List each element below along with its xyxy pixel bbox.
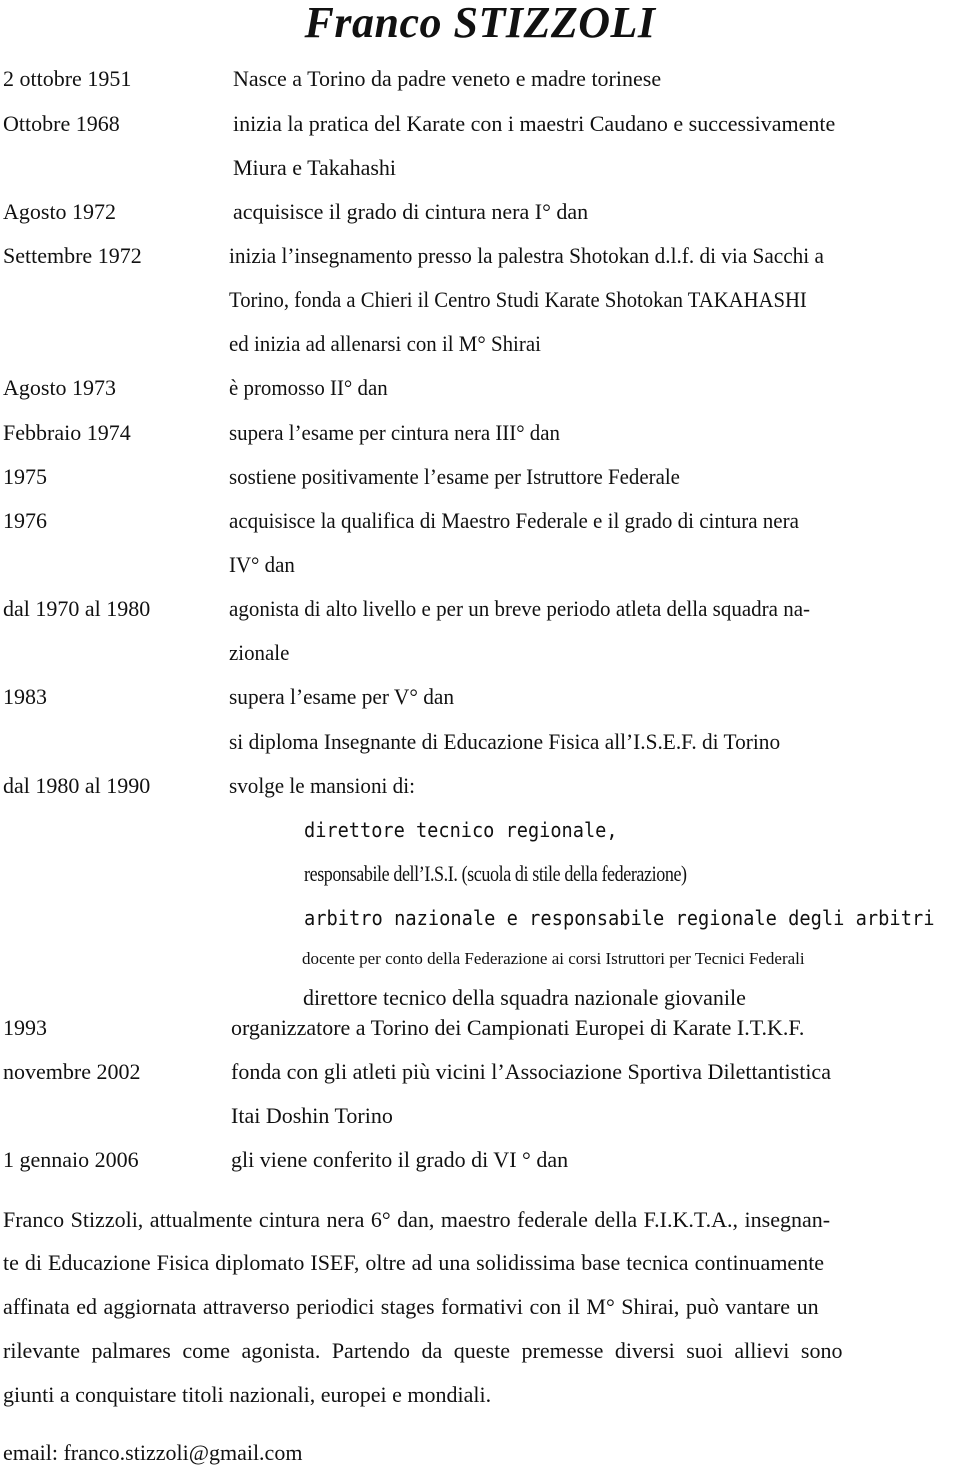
email-text: email: franco.stizzoli@gmail.com <box>3 1440 303 1465</box>
timeline-text: direttore tecnico regionale, <box>304 818 618 842</box>
bio-paragraph-line: rilevante palmares come agonista. Partendo da queste premesse diversi suoi allievi sono <box>3 1338 843 1363</box>
timeline-date: Settembre 1972 <box>3 243 142 268</box>
timeline-text: ed inizia ad allenarsi con il M° Shirai <box>229 331 541 356</box>
timeline-text: è promosso II° dan <box>229 375 388 400</box>
timeline-date: Agosto 1973 <box>3 375 117 400</box>
timeline-date: Agosto 1972 <box>3 199 117 224</box>
timeline-date: novembre 2002 <box>3 1059 141 1084</box>
timeline-text: IV° dan <box>229 552 295 577</box>
timeline-date: Ottobre 1968 <box>3 111 120 136</box>
timeline-text: Nasce a Torino da padre veneto e madre torinese <box>233 66 662 91</box>
timeline-text: zionale <box>229 640 290 665</box>
timeline-text: supera l’esame per V° dan <box>229 684 455 709</box>
timeline-text: arbitro nazionale e responsabile regionale degli arbitri <box>304 906 935 930</box>
timeline-date: 1 gennaio 2006 <box>3 1147 139 1172</box>
timeline-text: inizia la pratica del Karate con i maestri Caudano e successivamente <box>233 111 836 136</box>
timeline-date: 2 ottobre 1951 <box>3 66 132 91</box>
bio-paragraph-line: giunti a conquistare titoli nazionali, europei e mondiali. <box>3 1382 492 1407</box>
timeline-date: 1975 <box>3 464 47 489</box>
timeline-text: acquisisce la qualifica di Maestro Federale e il grado di cintura nera <box>229 508 799 533</box>
bio-paragraph-line: te di Educazione Fisica diplomato ISEF, oltre ad una solidissima base tecnica continuamente <box>3 1250 825 1275</box>
timeline-text: Miura e Takahashi <box>233 155 397 180</box>
timeline-text: Torino, fonda a Chieri il Centro Studi Karate Shotokan TAKAHASHI <box>229 287 807 312</box>
timeline-text: fonda con gli atleti più vicini l’Associazione Sportiva Dilettantistica <box>231 1059 831 1084</box>
timeline-date: Febbraio 1974 <box>3 420 131 445</box>
timeline-date: dal 1980 al 1990 <box>3 773 151 798</box>
timeline-date: 1983 <box>3 684 47 709</box>
timeline-text: Itai Doshin Torino <box>231 1103 393 1128</box>
timeline-text: agonista di alto livello e per un breve periodo atleta della squadra na- <box>229 596 811 621</box>
timeline-date: 1993 <box>3 1015 47 1040</box>
timeline-text: supera l’esame per cintura nera III° dan <box>229 420 560 445</box>
timeline-text: docente per conto della Federazione ai corsi Istruttori per Tecnici Federali <box>302 949 805 968</box>
timeline-text: svolge le mansioni di: <box>229 773 415 798</box>
timeline-text: sostiene positivamente l’esame per Istruttore Federale <box>229 464 680 489</box>
bio-paragraph-line: affinata ed aggiornata attraverso periodici stages formativi con il M° Shirai, può vantare un <box>3 1294 819 1319</box>
timeline-text: si diploma Insegnante di Educazione Fisica all’I.S.E.F. di Torino <box>229 729 781 754</box>
timeline-text: inizia l’insegnamento presso la palestra Shotokan d.l.f. di via Sacchi a <box>229 243 824 268</box>
timeline-text: direttore tecnico della squadra nazionale giovanile <box>303 985 746 1010</box>
bio-paragraph-line: Franco Stizzoli, attualmente cintura nera 6° dan, maestro federale della F.I.K.T.A., insegnan- <box>3 1207 831 1232</box>
timeline-text: acquisisce il grado di cintura nera I° dan <box>233 199 589 224</box>
timeline-text: responsabile dell’I.S.I. (scuola di stile della federazione) <box>304 861 687 886</box>
timeline-text: gli viene conferito il grado di VI ° dan <box>231 1147 569 1172</box>
timeline-date: 1976 <box>3 508 47 533</box>
timeline-text: organizzatore a Torino dei Campionati Europei di Karate I.T.K.F. <box>231 1015 805 1040</box>
page-title: Franco STIZZOLI <box>304 0 656 47</box>
timeline-date: dal 1970 al 1980 <box>3 596 151 621</box>
